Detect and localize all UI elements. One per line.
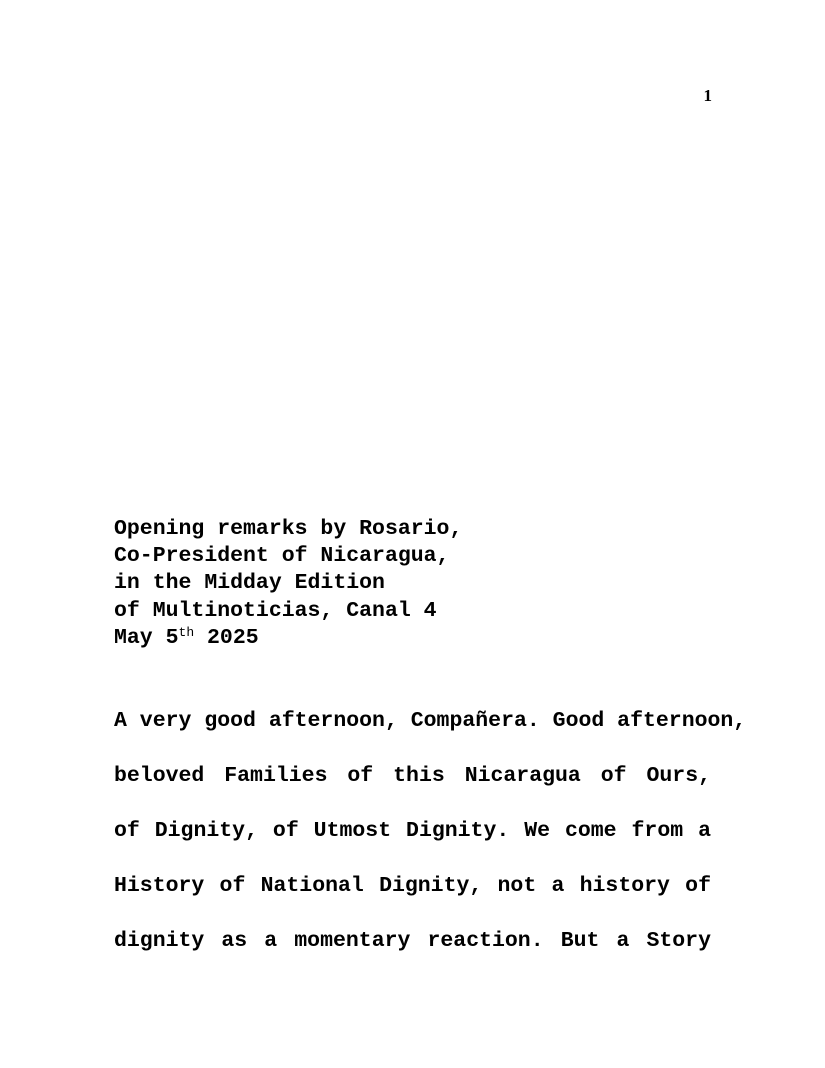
heading-date-ordinal: th bbox=[178, 624, 195, 640]
heading-line-3: in the Midday Edition bbox=[114, 571, 385, 596]
body-line-5: dignity as a momentary reaction. But a Story bbox=[114, 929, 711, 953]
heading-line-2: Co-President of Nicaragua, bbox=[114, 544, 450, 569]
body-line-4: History of National Dignity, not a history of bbox=[114, 874, 711, 898]
document-heading bbox=[114, 516, 714, 652]
heading-line-1: Opening remarks by Rosario, bbox=[114, 517, 463, 541]
heading-line-4: of Multinoticias, Canal 4 bbox=[114, 598, 437, 623]
body-paragraph bbox=[114, 706, 747, 981]
body-line-2: beloved Families of this Nicaragua of Ours, bbox=[114, 764, 711, 788]
body-line-3: of Dignity, of Utmost Dignity. We come from a bbox=[114, 819, 711, 843]
heading-date-prefix: May 5 bbox=[114, 625, 179, 650]
body-line-1: A very good afternoon, Compañera. Good afternoon, bbox=[114, 709, 747, 733]
heading-date-year: 2025 bbox=[194, 625, 259, 650]
heading-date bbox=[114, 625, 714, 652]
page-number: 1 bbox=[703, 86, 712, 105]
